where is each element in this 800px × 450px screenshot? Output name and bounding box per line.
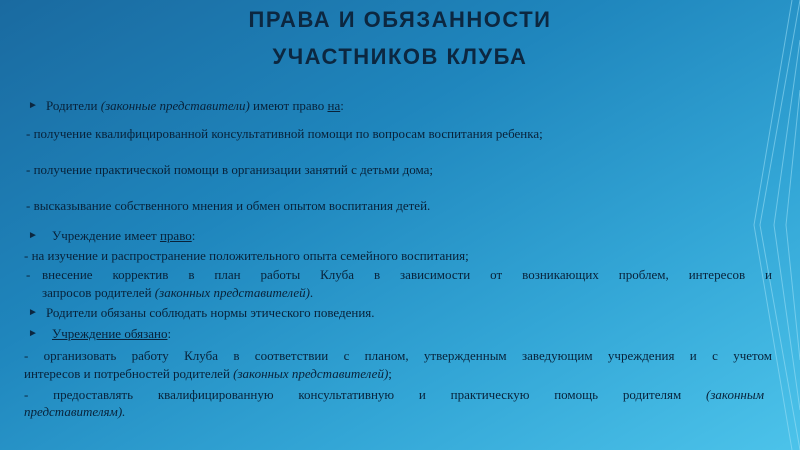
institution-rights-item-2-line2c: . [309, 285, 314, 300]
institution-duties-intro-end: : [167, 326, 172, 341]
institution-rights-item-2-line2a: запросов родителей [42, 285, 155, 300]
parents-rights-intro-c: имеют право [249, 98, 328, 113]
institution-duties-item-1-line2a: интересов и потребностей родителей [24, 366, 234, 381]
institution-duties-item-2-line1a: - предоставлять квалифицированную консультативную и практическую помощь родителям [24, 387, 706, 402]
institution-duties-item-1-line2b: (законных представителей) [233, 366, 389, 381]
bullet-arrow-icon: ► [28, 307, 38, 318]
parents-rights-intro [46, 98, 344, 114]
institution-rights-item-1: - на изучение и распространение положительного опыта семейного воспитания; [24, 248, 469, 263]
institution-rights-intro [52, 228, 195, 244]
institution-rights-item-2-line2 [42, 285, 313, 301]
parents-rights-intro-a: Родители [46, 98, 101, 113]
bullet-arrow-icon: ► [28, 100, 38, 111]
parents-rights-item-1: - получение квалифицированной консультативной помощи по вопросам воспитания ребенка; [26, 126, 543, 141]
bullet-arrow-icon: ► [28, 230, 38, 241]
parents-duties-text: Родители обязаны соблюдать нормы этического поведения. [46, 305, 375, 320]
institution-duties-item-2-line2: представителям). [24, 404, 126, 419]
institution-duties-intro-label: Учреждение обязано [52, 326, 168, 341]
parents-rights-intro-d: на [327, 98, 341, 113]
institution-duties-item-1-line2 [24, 366, 392, 382]
parents-rights-item-2: - получение практической помощи в организации занятий с детьми дома; [26, 162, 433, 177]
institution-duties-intro [52, 326, 171, 342]
institution-duties-item-2-line1b: (законным [706, 387, 764, 402]
institution-rights-item-2-dash: - [26, 267, 31, 282]
parents-rights-intro-b: (законные представители) [100, 98, 250, 113]
institution-duties-item-1-line1: - организовать работу Клуба в соответствии с планом, утвержденным заведующим учреждения и с учетом [24, 348, 772, 363]
parents-rights-intro-e: : [340, 98, 344, 113]
institution-duties-item-1-line2c: ; [388, 366, 392, 381]
slide-title-line2: УЧАСТНИКОВ КЛУБА [272, 44, 528, 69]
parents-rights-item-3: - высказывание собственного мнения и обмен опытом воспитания детей. [26, 198, 431, 213]
slide-title-line1: ПРАВА И ОБЯЗАННОСТИ [248, 7, 552, 32]
institution-rights-item-2-line1: внесение корректив в план работы Клуба в зависимости от возникающих проблем, интересов и [42, 267, 772, 282]
institution-rights-intro-b: право [159, 228, 192, 243]
institution-rights-intro-c: : [191, 228, 196, 243]
institution-duties-item-2-line1 [24, 387, 764, 403]
institution-rights-item-2-line2b: (законных представителей) [154, 285, 310, 300]
institution-rights-intro-a: Учреждение имеет [52, 228, 160, 243]
bullet-arrow-icon: ► [28, 328, 38, 339]
